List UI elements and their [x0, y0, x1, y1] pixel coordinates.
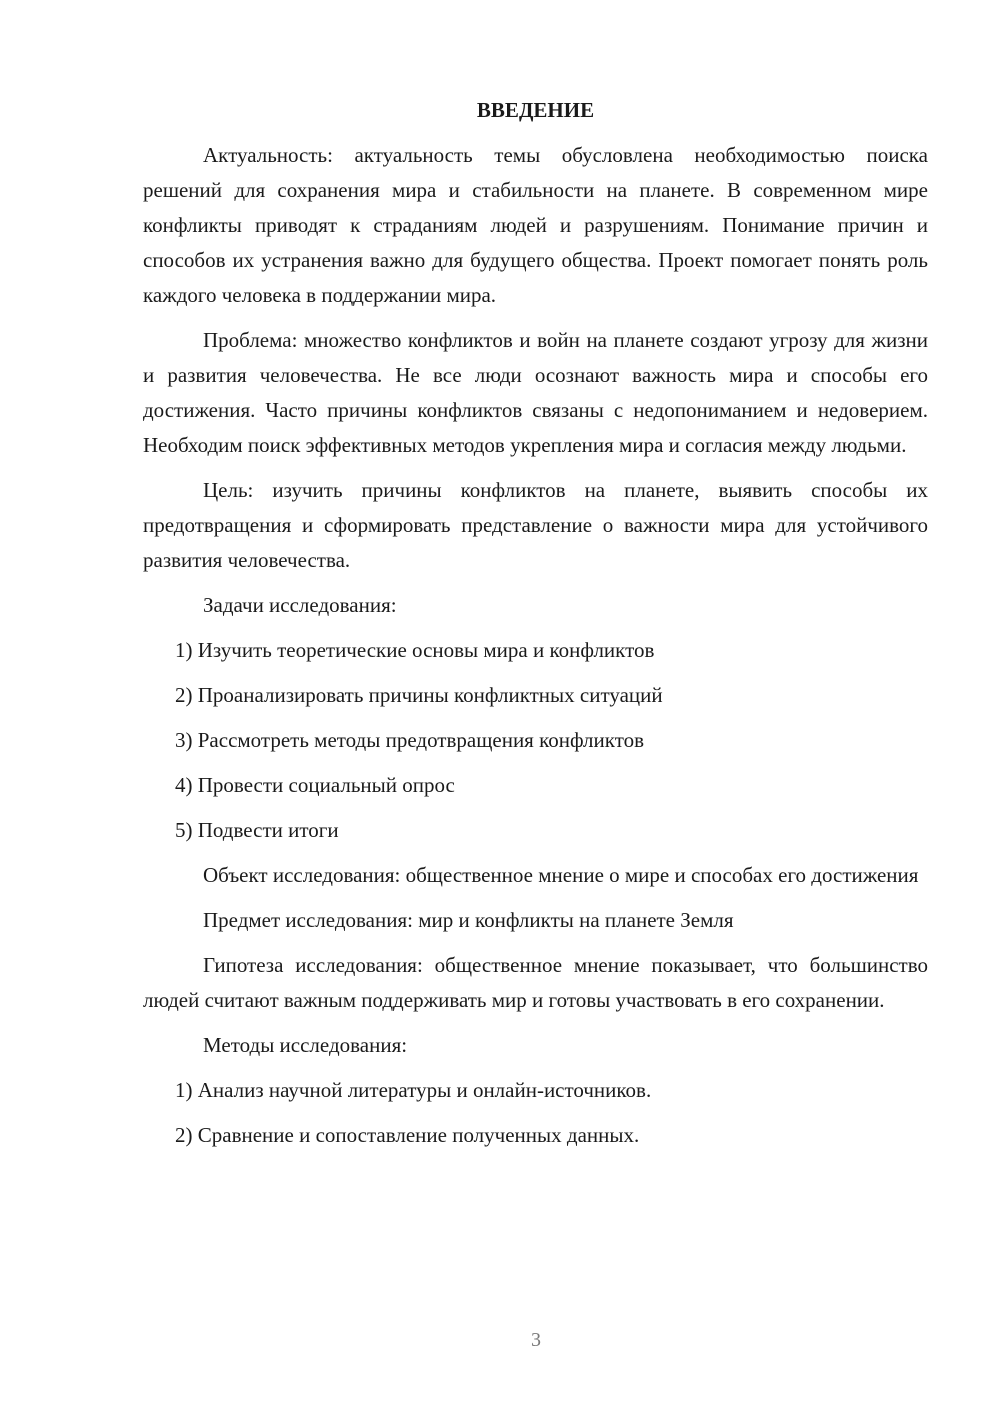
methods-heading: Методы исследования:: [203, 1033, 408, 1057]
problem-paragraph: Проблема: множество конфликтов и войн на планете создают угрозу для жизни и развития человечества. Не все люди осознают важность мира и способы его достижения. Часто причины конфликтов связаны с недопониманием и недоверием. Необходим поиск эффективных методов укрепления мира и согласия между людьми.: [143, 328, 928, 457]
document-page: [143, 92, 928, 1163]
subject-paragraph: Предмет исследования: мир и конфликты на планете Земля: [203, 908, 734, 932]
task-item: 2) Проанализировать причины конфликтных ситуаций: [175, 683, 663, 707]
methods-list: [143, 1073, 928, 1153]
task-item: 1) Изучить теоретические основы мира и конфликтов: [175, 638, 655, 662]
object-paragraph: Объект исследования: общественное мнение о мире и способах его достижения: [203, 863, 919, 887]
method-item: 1) Анализ научной литературы и онлайн-источников.: [175, 1078, 652, 1102]
goal-paragraph: Цель: изучить причины конфликтов на планете, выявить способы их предотвращения и сформировать представление о важности мира для устойчивого развития человечества.: [143, 478, 928, 572]
document-title: ВВЕДЕНИЕ: [476, 98, 595, 122]
task-item: 5) Подвести итоги: [175, 818, 339, 842]
method-item: 2) Сравнение и сопоставление полученных данных.: [175, 1123, 640, 1147]
hypothesis-paragraph: Гипотеза исследования: общественное мнение показывает, что большинство людей считают важным поддерживать мир и готовы участвовать в его сохранении.: [143, 953, 928, 1012]
page-number: 3: [531, 1329, 541, 1351]
task-item: 4) Провести социальный опрос: [175, 773, 455, 797]
task-item: 3) Рассмотреть методы предотвращения конфликтов: [175, 728, 645, 752]
tasks-heading: Задачи исследования:: [203, 593, 397, 617]
relevance-paragraph: Актуальность: актуальность темы обусловлена необходимостью поиска решений для сохранения мира и стабильности на планете. В современном мире конфликты приводят к страданиям людей и разрушениям. Понимание причин и способов их устранения важно для будущего общества. Проект помогает понять роль каждого человека в поддержании мира.: [143, 143, 928, 307]
tasks-list: [143, 633, 928, 848]
